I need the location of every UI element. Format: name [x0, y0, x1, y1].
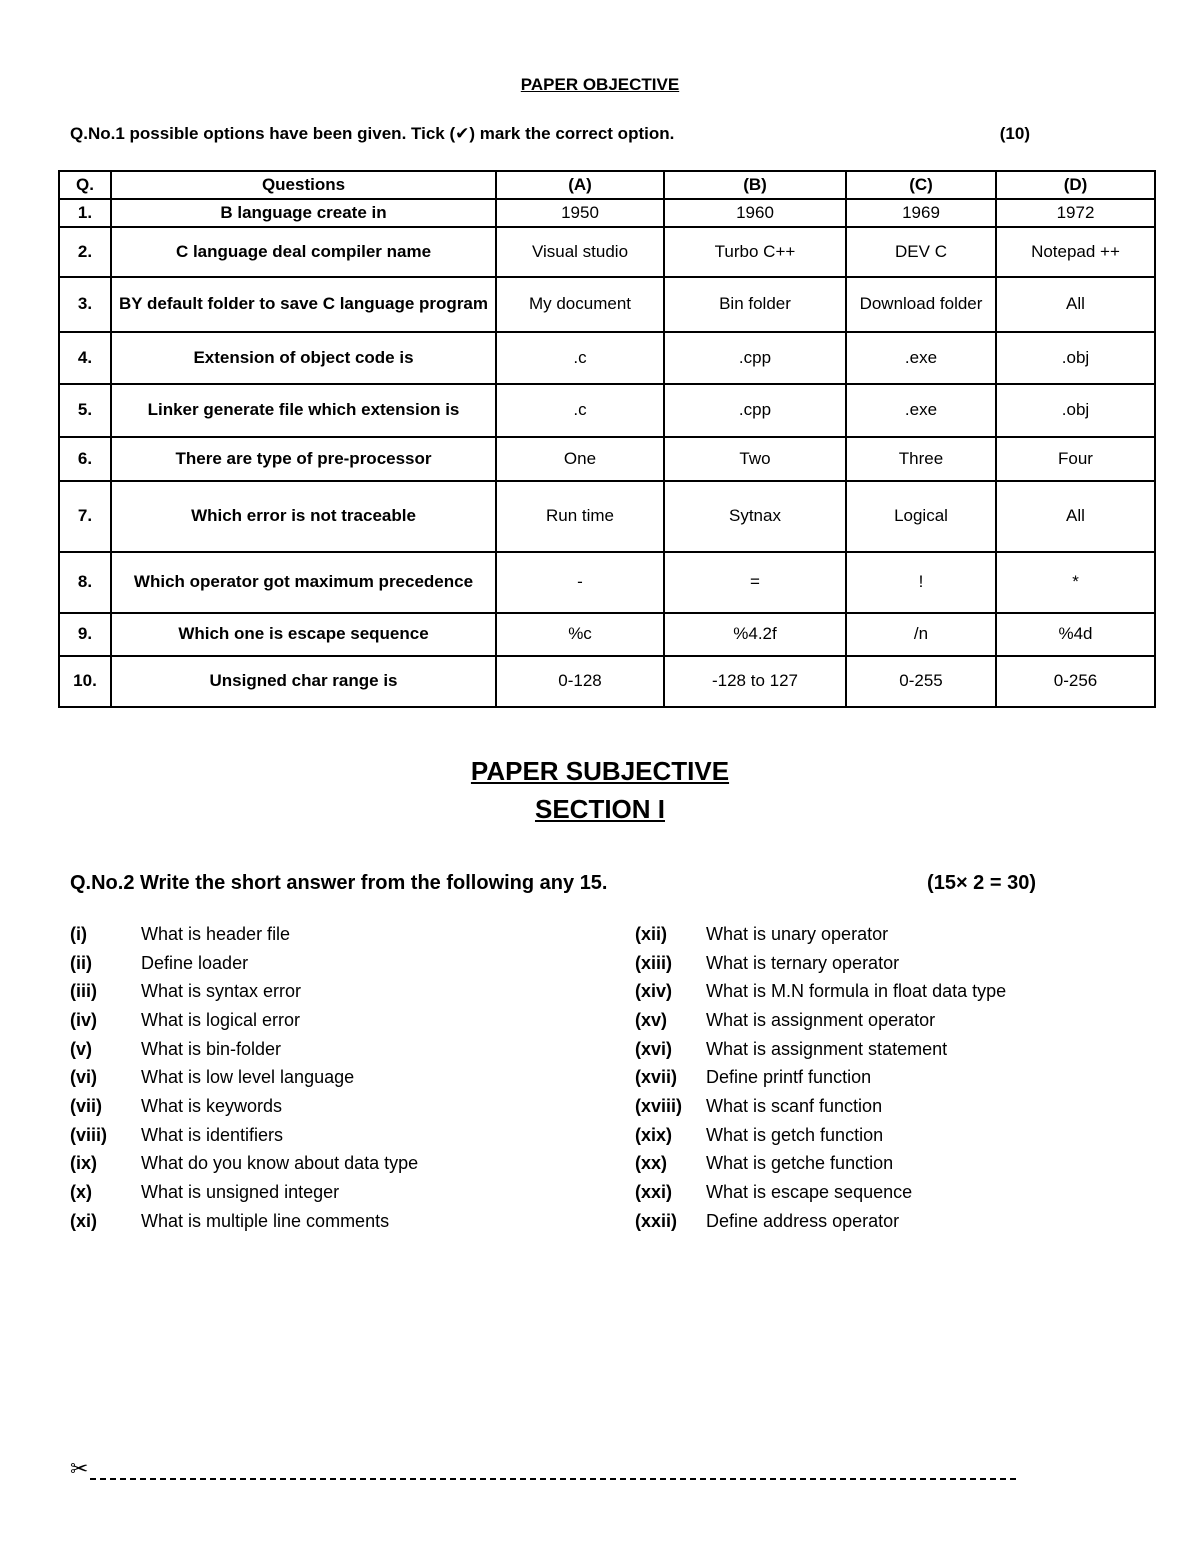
item-text: What is bin-folder: [141, 1038, 282, 1059]
item-text: What is assignment statement: [706, 1038, 948, 1059]
table-row: [59, 199, 1155, 227]
question-number: 1.: [59, 199, 111, 227]
list-item: [70, 1035, 418, 1064]
item-number: (ii): [70, 952, 92, 973]
table-row: [59, 277, 1155, 332]
option-d: .obj: [996, 332, 1155, 384]
list-item: [635, 1035, 1006, 1064]
option-c: Logical: [846, 481, 996, 552]
option-a: My document: [496, 277, 664, 332]
item-number: (vii): [70, 1095, 103, 1116]
q1-marks: (10): [999, 124, 1030, 143]
q2-marks: (15× 2 = 30): [927, 872, 1036, 894]
item-text: What is unary operator: [706, 923, 889, 944]
question-text: There are type of pre-processor: [111, 437, 496, 481]
question-text: Extension of object code is: [111, 332, 496, 384]
option-a: %c: [496, 613, 664, 656]
item-text: What is escape sequence: [706, 1182, 913, 1203]
list-item: [635, 1006, 1006, 1035]
item-text: What is getch function: [706, 1124, 884, 1145]
option-d: Notepad ++: [996, 227, 1155, 277]
item-text: What is ternary operator: [706, 952, 900, 973]
option-c: Three: [846, 437, 996, 481]
option-a: 0-128: [496, 656, 664, 707]
list-item: [635, 1092, 1006, 1121]
question-text: B language create in: [111, 199, 496, 227]
section-title: SECTION I: [534, 794, 665, 824]
mcq-header-row: [59, 171, 1155, 199]
question-number: 6.: [59, 437, 111, 481]
option-d: %4d: [996, 613, 1155, 656]
header-questions: Questions: [111, 171, 496, 199]
subjective-title: PAPER SUBJECTIVE: [470, 756, 730, 786]
option-c: DEV C: [846, 227, 996, 277]
list-item: [70, 1178, 418, 1207]
q2-instruction: Q.No.2 Write the short answer from the following any 15.: [70, 872, 608, 894]
option-d: *: [996, 552, 1155, 613]
option-d: Four: [996, 437, 1155, 481]
question-number: 4.: [59, 332, 111, 384]
option-c: .exe: [846, 384, 996, 437]
option-d: .obj: [996, 384, 1155, 437]
item-number: (iv): [70, 1009, 97, 1030]
item-text: Define printf function: [706, 1067, 872, 1088]
table-row: [59, 656, 1155, 707]
option-d: 0-256: [996, 656, 1155, 707]
item-number: (xvii): [635, 1067, 678, 1088]
question-text: Unsigned char range is: [111, 656, 496, 707]
option-c: /n: [846, 613, 996, 656]
list-item: [635, 920, 1006, 949]
item-text: What is syntax error: [141, 981, 302, 1002]
option-d: All: [996, 277, 1155, 332]
list-item: [635, 949, 1006, 978]
item-number: (xv): [635, 1009, 668, 1030]
item-number: (x): [70, 1182, 92, 1203]
table-row: [59, 481, 1155, 552]
item-text: What is identifiers: [141, 1124, 284, 1145]
item-number: (xxi): [635, 1182, 673, 1203]
question-number: 9.: [59, 613, 111, 656]
option-b: %4.2f: [664, 613, 846, 656]
list-item: [635, 1178, 1006, 1207]
item-text: What is assignment operator: [706, 1009, 936, 1030]
item-text: What is getche function: [706, 1153, 894, 1174]
mcq-table: [58, 170, 1156, 708]
list-item: [70, 1150, 418, 1179]
item-number: (xii): [635, 923, 668, 944]
question-number: 7.: [59, 481, 111, 552]
item-text: What is keywords: [141, 1095, 283, 1116]
item-text: Define loader: [141, 952, 249, 973]
item-text: What is multiple line comments: [141, 1210, 390, 1231]
item-number: (i): [70, 923, 87, 944]
question-text: BY default folder to save C language program: [111, 277, 496, 332]
option-b: -128 to 127: [664, 656, 846, 707]
q1-instruction: Q.No.1 possible options have been given. Tick (✔) mark the correct option.: [70, 124, 675, 143]
table-row: [59, 332, 1155, 384]
objective-title: PAPER OBJECTIVE: [520, 75, 680, 94]
dashed-divider: [90, 1464, 1016, 1480]
item-text: What is low level language: [141, 1067, 355, 1088]
list-item: [70, 1121, 418, 1150]
question-number: 5.: [59, 384, 111, 437]
question-number: 3.: [59, 277, 111, 332]
option-a: .c: [496, 332, 664, 384]
option-d: All: [996, 481, 1155, 552]
item-text: What is unsigned integer: [141, 1182, 340, 1203]
header-option-d: (D): [996, 171, 1155, 199]
item-number: (ix): [70, 1153, 97, 1174]
option-c: Download folder: [846, 277, 996, 332]
question-text: Which error is not traceable: [111, 481, 496, 552]
table-row: [59, 227, 1155, 277]
option-c: .exe: [846, 332, 996, 384]
question-number: 10.: [59, 656, 111, 707]
table-row: [59, 437, 1155, 481]
option-b: Turbo C++: [664, 227, 846, 277]
subjective-heading: [0, 752, 1200, 828]
option-b: Bin folder: [664, 277, 846, 332]
option-a: .c: [496, 384, 664, 437]
option-c: 1969: [846, 199, 996, 227]
cut-line: [70, 1458, 1016, 1480]
option-b: 1960: [664, 199, 846, 227]
list-item: [635, 1207, 1006, 1236]
question-text: Linker generate file which extension is: [111, 384, 496, 437]
list-item: [70, 977, 418, 1006]
option-b: Sytnax: [664, 481, 846, 552]
question-number: 8.: [59, 552, 111, 613]
question-text: Which operator got maximum precedence: [111, 552, 496, 613]
item-number: (xxii): [635, 1210, 678, 1231]
header-option-a: (A): [496, 171, 664, 199]
item-number: (viii): [70, 1124, 108, 1145]
header-qno: Q.: [59, 171, 111, 199]
option-a: -: [496, 552, 664, 613]
q1-header: [70, 124, 1030, 144]
short-questions-right: [635, 920, 1006, 1236]
option-b: Two: [664, 437, 846, 481]
item-number: (vi): [70, 1067, 97, 1088]
question-text: C language deal compiler name: [111, 227, 496, 277]
option-a: Run time: [496, 481, 664, 552]
item-number: (xiv): [635, 981, 673, 1002]
list-item: [70, 949, 418, 978]
list-item: [635, 1063, 1006, 1092]
scissors-icon: ✂: [70, 1456, 89, 1481]
item-number: (xviii): [635, 1095, 683, 1116]
list-item: [70, 1207, 418, 1236]
list-item: [635, 1150, 1006, 1179]
option-c: !: [846, 552, 996, 613]
short-questions-left: [70, 920, 418, 1236]
item-text: Define address operator: [706, 1210, 900, 1231]
option-c: 0-255: [846, 656, 996, 707]
item-number: (xi): [70, 1210, 97, 1231]
header-option-b: (B): [664, 171, 846, 199]
list-item: [635, 1121, 1006, 1150]
q2-header: [70, 872, 1036, 895]
option-a: One: [496, 437, 664, 481]
option-b: .cpp: [664, 332, 846, 384]
list-item: [70, 1063, 418, 1092]
list-item: [70, 920, 418, 949]
list-item: [70, 1092, 418, 1121]
item-number: (xx): [635, 1153, 668, 1174]
item-text: What is M.N formula in float data type: [706, 981, 1007, 1002]
header-option-c: (C): [846, 171, 996, 199]
item-number: (xix): [635, 1124, 673, 1145]
item-number: (xiii): [635, 952, 673, 973]
list-item: [70, 1006, 418, 1035]
item-text: What is logical error: [141, 1009, 301, 1030]
option-a: Visual studio: [496, 227, 664, 277]
item-text: What is scanf function: [706, 1095, 883, 1116]
option-b: =: [664, 552, 846, 613]
option-a: 1950: [496, 199, 664, 227]
table-row: [59, 384, 1155, 437]
option-b: .cpp: [664, 384, 846, 437]
list-item: [635, 977, 1006, 1006]
item-text: What do you know about data type: [141, 1153, 419, 1174]
item-number: (iii): [70, 981, 97, 1002]
item-number: (v): [70, 1038, 92, 1059]
item-number: (xvi): [635, 1038, 673, 1059]
table-row: [59, 613, 1155, 656]
question-number: 2.: [59, 227, 111, 277]
option-d: 1972: [996, 199, 1155, 227]
item-text: What is header file: [141, 923, 291, 944]
question-text: Which one is escape sequence: [111, 613, 496, 656]
table-row: [59, 552, 1155, 613]
